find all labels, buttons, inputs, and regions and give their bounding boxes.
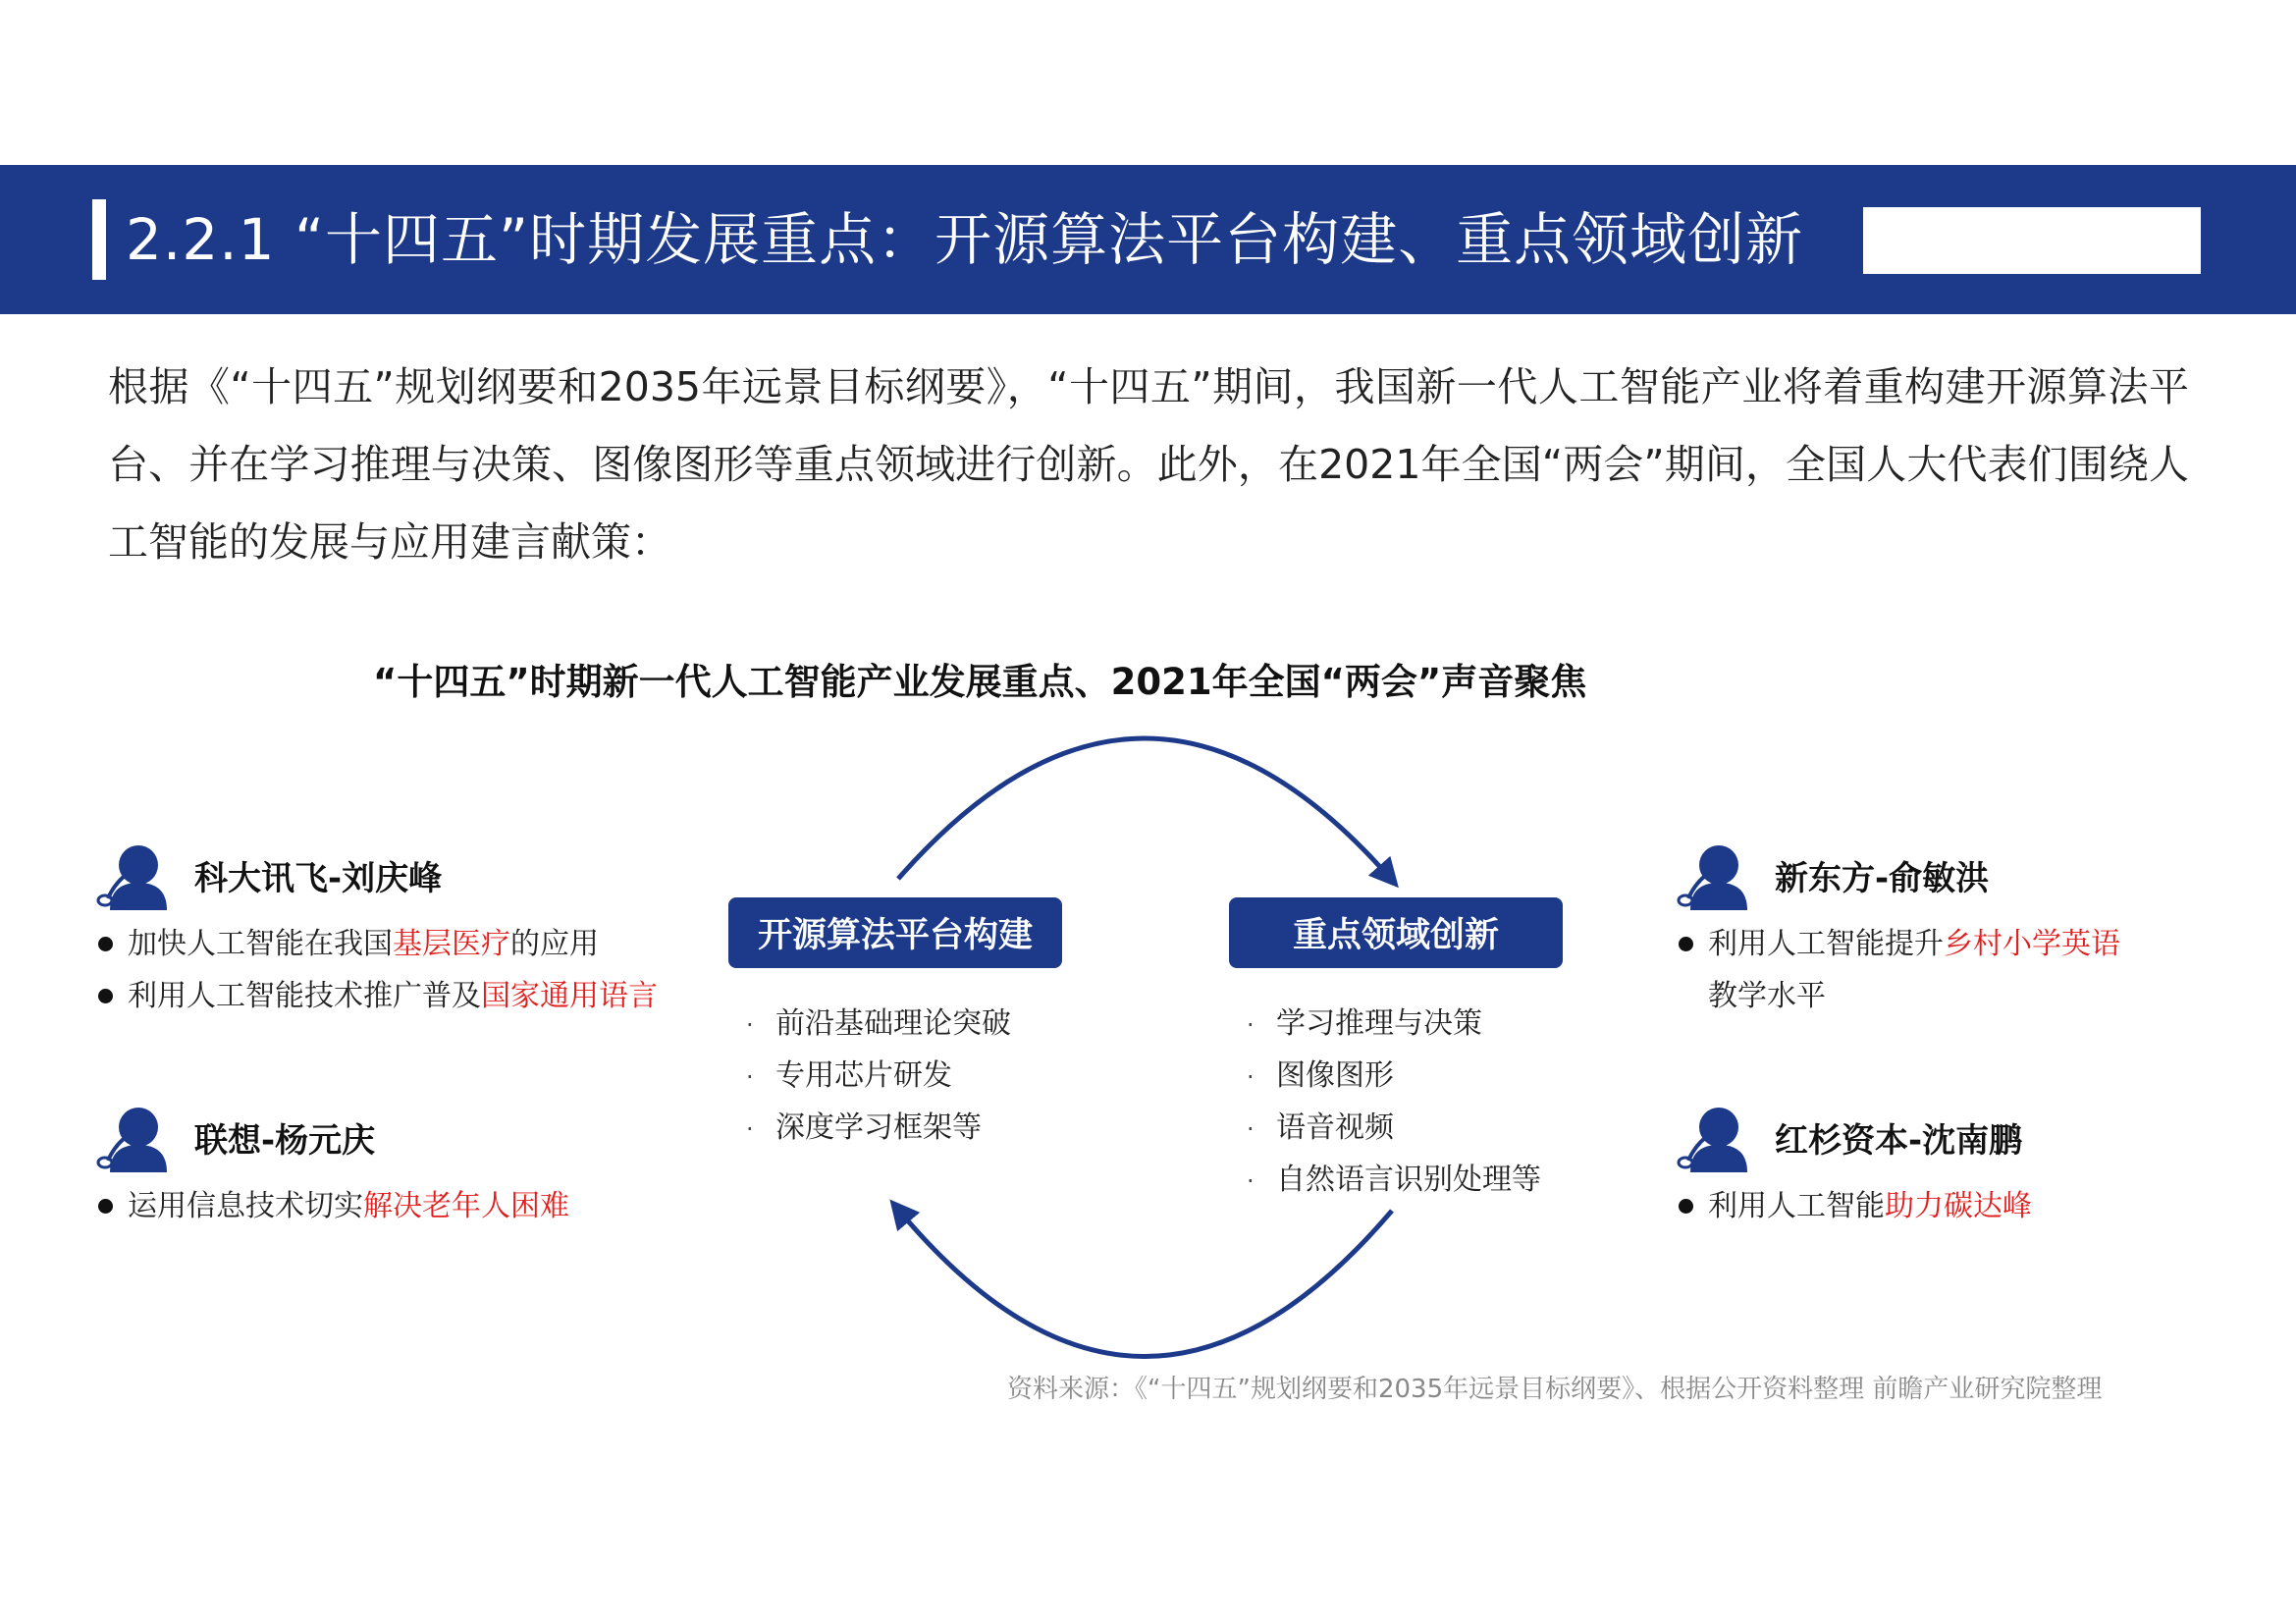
- person-card-liu-qingfeng: [94, 839, 658, 1022]
- node-key-field-innovation: 重点领域创新: [1229, 897, 1563, 968]
- person-card-shen-nanpeng: [1675, 1102, 2032, 1232]
- person-name: 科大讯飞-刘庆峰: [194, 858, 443, 898]
- list-item: 运用信息技术切实解决老年人困难: [94, 1180, 569, 1232]
- diagram-title: “十四五”时期新一代人工智能产业发展重点、2021年全国“两会”声音聚焦: [373, 661, 1587, 703]
- list-item: · 学习推理与决策: [1247, 1006, 1482, 1041]
- person-card-yu-minhong: [1675, 839, 2120, 1022]
- intro-paragraph: 根据《“十四五”规划纲要和2035年远景目标纲要》，“十四五”期间，我国新一代人工智能产业将着重构建开源算法平台、并在学习推理与决策、图像图形等重点领域进行创新。此外，在2021年全国“两会”期间，全国人大代表们围绕人工智能的发展与应用建言献策：: [108, 363, 2189, 566]
- person-speaker-icon: [94, 839, 173, 910]
- list-item: 加快人工智能在我国基层医疗的应用: [94, 918, 658, 970]
- person-speaker-icon: [1675, 839, 1753, 910]
- list-item: 利用人工智能技术推广普及国家通用语言: [94, 970, 658, 1022]
- person-speaker-icon: [94, 1102, 173, 1172]
- top-arc-arrow-icon: [898, 738, 1389, 879]
- person-name: 新东方-俞敏洪: [1775, 858, 1990, 898]
- list-item: · 前沿基础理论突破: [746, 1006, 1011, 1041]
- list-item: · 自然语言识别处理等: [1247, 1163, 1541, 1197]
- list-item: · 图像图形: [1247, 1058, 1394, 1093]
- list-item: 利用人工智能助力碳达峰: [1675, 1180, 2032, 1232]
- left-node-items: [746, 998, 1011, 1154]
- person-name: 红杉资本-沈南鹏: [1775, 1120, 2023, 1161]
- source-note: 资料来源：《“十四五”规划纲要和2035年远景目标纲要》、根据公开资料整理 前瞻产业研究院整理: [1007, 1375, 2103, 1404]
- list-item: · 语音视频: [1247, 1110, 1394, 1145]
- list-item: · 深度学习框架等: [746, 1110, 982, 1145]
- person-card-yang-yuanqing: [94, 1102, 569, 1232]
- page-title: 2.2.1 “十四五”时期发展重点：开源算法平台构建、重点领域创新: [126, 206, 1804, 273]
- bottom-arc-arrow-icon: [899, 1211, 1392, 1357]
- person-speaker-icon: [1675, 1102, 1753, 1172]
- list-item: 利用人工智能提升乡村小学英语 教学水平: [1675, 918, 2120, 1022]
- person-name: 联想-杨元庆: [194, 1120, 376, 1161]
- list-item: · 专用芯片研发: [746, 1058, 952, 1093]
- right-node-items: [1247, 998, 1541, 1206]
- node-open-source-platform: 开源算法平台构建: [728, 897, 1062, 968]
